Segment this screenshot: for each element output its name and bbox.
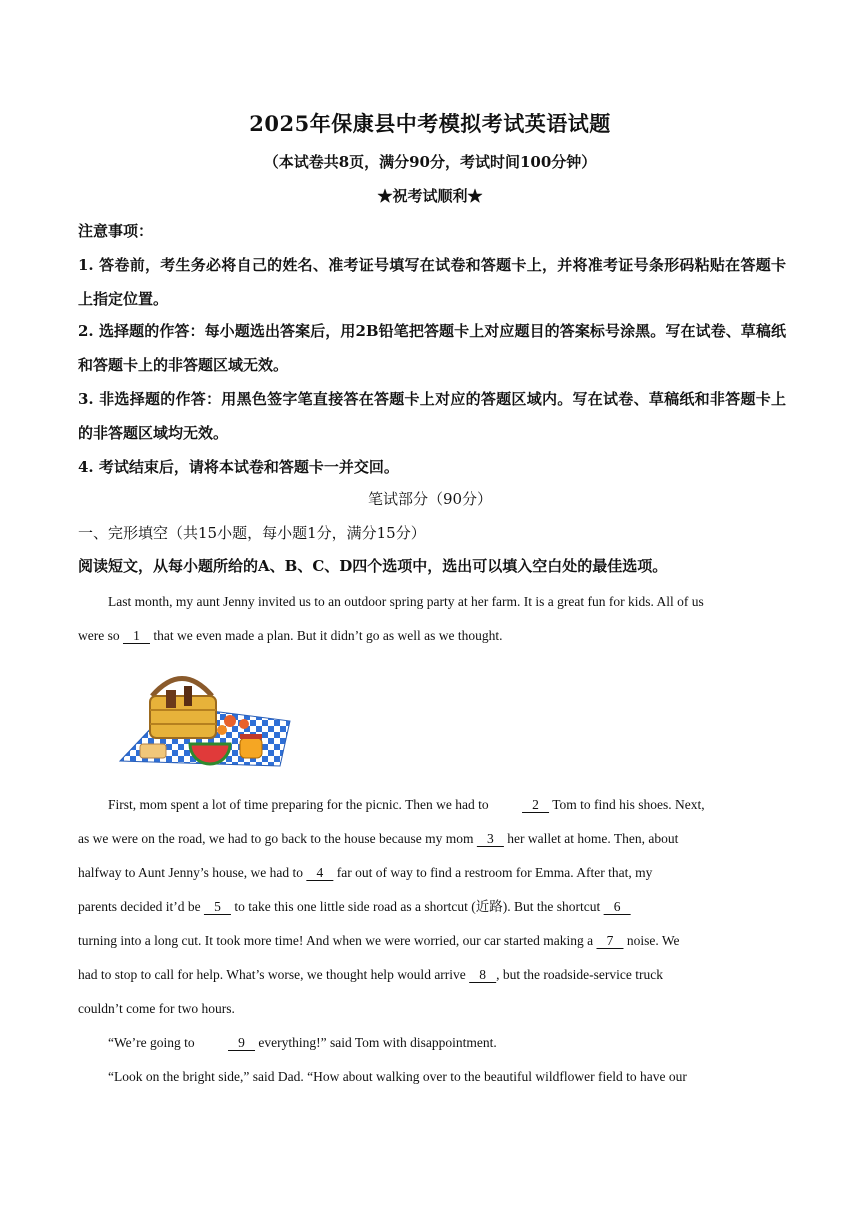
passage-line xyxy=(78,890,786,924)
page-title: 2025年保康县中考模拟考试英语试题 xyxy=(249,111,611,136)
text: as we were on the road, we had to go back to the house because my mom xyxy=(78,831,474,846)
exam-info: （本试卷共8页，满分90分，考试时间100分钟） xyxy=(263,153,597,171)
passage-line xyxy=(78,788,786,822)
notice-heading: 注意事项： xyxy=(78,222,154,240)
instruction: 阅读短文，从每小题所给的A、B、C、D四个选项中，选出可以填入空白处的最佳选项。 xyxy=(78,557,668,575)
notice-1: 1. 答卷前，考生务必将自己的姓名、准考证号填写在试卷和答题卡上，并将准考证号条形码粘贴在答题卡上指定位置。 xyxy=(78,256,786,308)
blank-7: 7 xyxy=(596,933,624,948)
blank-2: 2 xyxy=(522,797,550,812)
picnic-basket-illustration xyxy=(112,666,292,776)
text: Tom to find his shoes. Next, xyxy=(552,797,705,812)
text: noise. We xyxy=(626,933,680,948)
text: were so xyxy=(78,628,120,643)
text: “We’re going to xyxy=(108,1035,195,1050)
good-luck-line: ★祝考试顺利★ xyxy=(377,187,483,205)
text: everything!” said Tom with disappointment. xyxy=(258,1035,497,1050)
passage-line xyxy=(78,822,786,856)
passage-line xyxy=(78,924,786,958)
passage-line xyxy=(78,856,786,890)
passage-line: “Look on the bright side,” said Dad. “How about walking over to the beautiful wildflower field to have our xyxy=(108,1069,687,1084)
text: , but the roadside-service truck xyxy=(496,967,663,982)
blank-3: 3 xyxy=(476,831,504,846)
section-title: 笔试部分（90分） xyxy=(367,490,493,508)
passage-line: couldn’t come for two hours. xyxy=(78,1001,235,1016)
text: that we even made a plan. But it didn’t go as well as we thought. xyxy=(153,628,503,643)
text: First, mom spent a lot of time preparing for the picnic. Then we had to xyxy=(108,797,489,812)
part-heading: 一、完形填空（共15小题，每小题1分，满分15分） xyxy=(78,524,426,542)
text: turning into a long cut. It took more time! And when we were worried, our car started making a xyxy=(78,933,594,948)
blank-1: 1 xyxy=(122,628,150,643)
blank-9: 9 xyxy=(228,1035,256,1050)
text: parents decided it’d be xyxy=(78,899,201,914)
passage-line xyxy=(78,619,786,653)
notice-2: 2. 选择题的作答：每小题选出答案后，用2B铅笔把答题卡上对应题目的答案标号涂黑。写在试卷、草稿纸和答题卡上的非答题区域无效。 xyxy=(78,322,786,374)
blank-8: 8 xyxy=(469,967,497,982)
text: far out of way to find a restroom for Emma. After that, my xyxy=(336,865,653,880)
notice-4: 4. 考试结束后，请将本试卷和答题卡一并交回。 xyxy=(78,458,399,476)
passage-line xyxy=(78,958,786,992)
text: halfway to Aunt Jenny’s house, we had to xyxy=(78,865,303,880)
passage-line xyxy=(78,1026,786,1060)
blank-6: 6 xyxy=(603,899,631,914)
blank-5: 5 xyxy=(203,899,231,914)
notice-3: 3. 非选择题的作答：用黑色签字笔直接答在答题卡上对应的答题区域内。写在试卷、草稿纸和非答题卡上的非答题区域均无效。 xyxy=(78,390,786,442)
passage-line: Last month, my aunt Jenny invited us to an outdoor spring party at her farm. It is a great fun for kids. All of us xyxy=(108,594,704,609)
text: her wallet at home. Then, about xyxy=(507,831,679,846)
blank-4: 4 xyxy=(306,865,334,880)
text: to take this one little side road as a shortcut (近路). But the shortcut xyxy=(234,899,601,914)
text: had to stop to call for help. What’s worse, we thought help would arrive xyxy=(78,967,466,982)
